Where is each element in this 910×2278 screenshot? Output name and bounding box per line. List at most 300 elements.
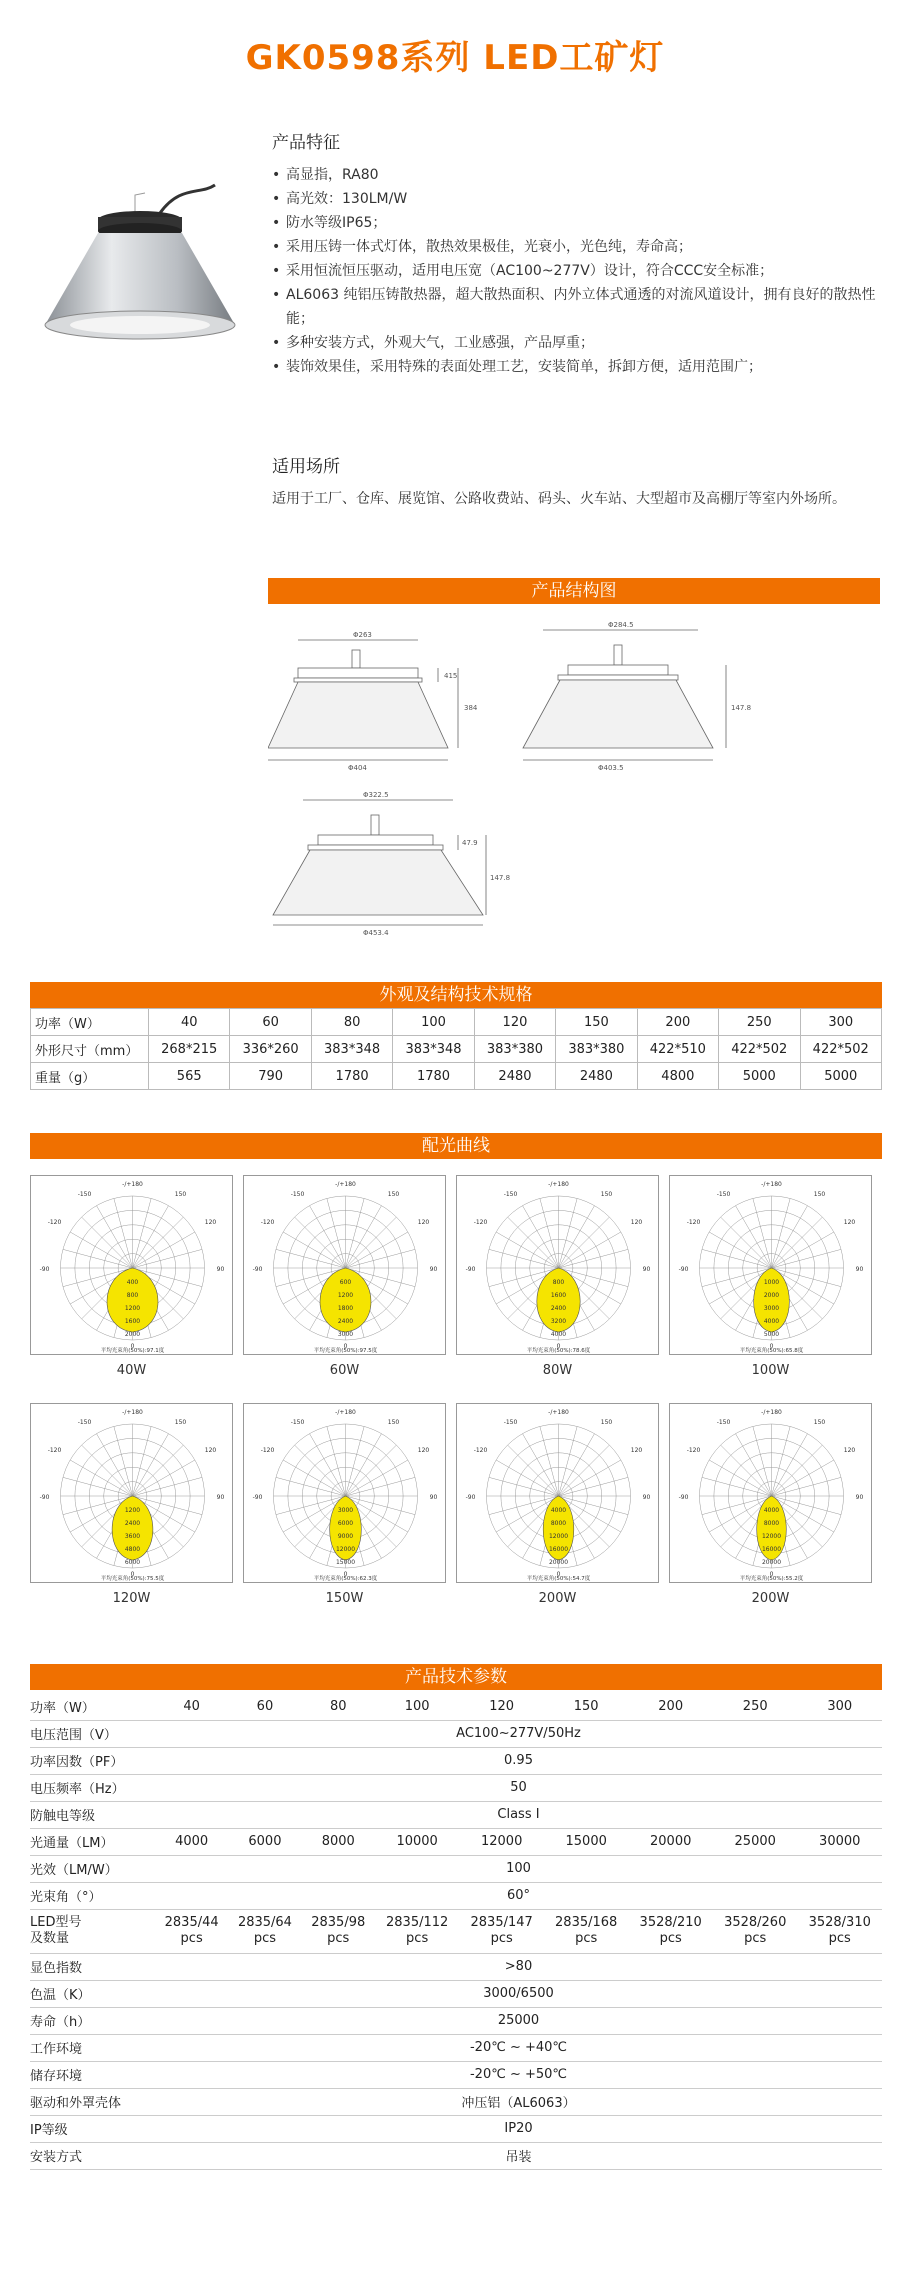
curve-radial-line — [753, 1198, 772, 1268]
curve-radial-line — [559, 1426, 578, 1496]
curve-angle-label: -90 — [39, 1494, 50, 1501]
product-image — [40, 175, 240, 345]
curve-angle-label: 120 — [630, 1219, 643, 1226]
param-label: 安装方式 — [30, 2142, 155, 2169]
curve-angle-label: 90 — [216, 1266, 225, 1273]
curve-label: 150W — [325, 1591, 364, 1606]
curve-ring-label: 5000 — [763, 1330, 780, 1338]
curve-angle-label: -/+180 — [122, 1409, 143, 1416]
spec-cell: 383*380 — [474, 1036, 555, 1063]
structure-drawing-3 — [273, 791, 510, 937]
spec-heading: 外观及结构技术规格 — [30, 982, 882, 1008]
curve-ring-label: 1200 — [124, 1506, 141, 1514]
curve-radial-line — [346, 1198, 365, 1268]
curve-caption: 平均光束角(50%):65.8度 — [739, 1348, 804, 1354]
led-cell — [375, 1909, 460, 1953]
curve-caption: 平均光束角(50%):62.3度 — [313, 1576, 378, 1582]
param-label: 电压范围（V） — [30, 1720, 155, 1747]
curve-angle-label: -90 — [39, 1266, 50, 1273]
curve-angle-label: 150 — [600, 1419, 613, 1426]
curve-radial-line — [327, 1426, 346, 1496]
led-cell — [228, 1909, 301, 1953]
curve-radial-line — [346, 1217, 397, 1268]
curve-angle-label: 90 — [429, 1494, 438, 1501]
curve-radial-line — [276, 1477, 346, 1496]
spec-row — [31, 1063, 882, 1090]
feature-item: • AL6063 纯铝压铸散热器，超大散热面积、内外立体式通透的对流风道设计，拥有良好的散热性能； — [272, 283, 882, 331]
spec-row — [31, 1036, 882, 1063]
spec-cell: 422*502 — [800, 1036, 882, 1063]
curve-ring-label: 3000 — [337, 1506, 354, 1514]
curve-ring-label: 1200 — [124, 1304, 141, 1312]
curve-radial-line — [559, 1445, 610, 1496]
param-cell: 8000 — [302, 1828, 375, 1855]
spec-cell: 5000 — [800, 1063, 882, 1090]
param-cell: 20000 — [628, 1828, 713, 1855]
curve-angle-label: 0 — [769, 1571, 774, 1578]
curve-caption: 平均光束角(50%):55.2度 — [739, 1576, 804, 1582]
curve-radial-line — [346, 1249, 416, 1268]
param-row — [30, 1801, 882, 1828]
curve-radial-line — [489, 1477, 559, 1496]
curve-radial-line — [772, 1206, 808, 1268]
page-title: GK0598系列 LED工矿灯 — [245, 38, 665, 78]
curve-angle-label: 90 — [216, 1494, 225, 1501]
features-section — [272, 128, 882, 379]
curve-radial-line — [523, 1206, 559, 1268]
param-cell: 40 — [155, 1693, 228, 1720]
led-cell — [544, 1909, 629, 1953]
feature-item: • 高显指，RA80 — [272, 163, 882, 187]
curve-angle-label: -150 — [290, 1191, 305, 1198]
params-table — [30, 1693, 882, 2170]
curve-radial-line — [702, 1477, 772, 1496]
param-value: 60° — [155, 1882, 882, 1909]
curve-caption: 平均光束角(50%):78.6度 — [526, 1348, 591, 1354]
curve-radial-line — [82, 1445, 133, 1496]
curve-svg — [457, 1404, 660, 1584]
curve-ring-label: 1600 — [550, 1291, 567, 1299]
feature-item: • 装饰效果佳，采用特殊的表面处理工艺，安装简单，拆卸方便，适用范围广； — [272, 355, 882, 379]
curve-label: 40W — [116, 1363, 147, 1378]
led-label-2: 及数量 — [30, 1931, 70, 1946]
curve-ring-label: 2000 — [124, 1330, 141, 1338]
curve-label: 200W — [751, 1591, 790, 1606]
curve-ring-label: 2000 — [763, 1291, 780, 1299]
light-curve-chart — [669, 1403, 872, 1583]
curve-svg — [31, 1404, 234, 1584]
curve-ring-label: 6000 — [124, 1558, 141, 1566]
feature-item: • 采用恒流恒压驱动，适用电压宽（AC100~277V）设计，符合CCC安全标准； — [272, 259, 882, 283]
led-cell — [797, 1909, 882, 1953]
curve-ring-label: 4800 — [124, 1545, 141, 1553]
svg-text:384: 384 — [464, 704, 478, 712]
curve-angle-label: 120 — [630, 1447, 643, 1454]
led-model: 2835/64 — [237, 1915, 292, 1930]
spec-cell: 383*348 — [393, 1036, 474, 1063]
curve-ring-label: 400 — [126, 1278, 139, 1286]
curve-radial-line — [133, 1445, 184, 1496]
spec-cell: 100 — [393, 1009, 474, 1036]
curve-radial-line — [559, 1206, 595, 1268]
curve-angle-label: -120 — [473, 1447, 488, 1454]
curve-radial-line — [772, 1198, 791, 1268]
param-value: IP20 — [155, 2115, 882, 2142]
curve-radial-line — [508, 1445, 559, 1496]
param-row — [30, 1828, 882, 1855]
light-curve-chart — [30, 1403, 233, 1583]
curve-angle-label: 150 — [813, 1419, 826, 1426]
curve-radial-line — [295, 1217, 346, 1268]
curve-label: 120W — [112, 1591, 151, 1606]
spec-cell: 565 — [149, 1063, 230, 1090]
curve-angle-label: -150 — [77, 1191, 92, 1198]
curve-ring-label: 4000 — [763, 1506, 780, 1514]
curve-label: 200W — [538, 1591, 577, 1606]
led-cell — [459, 1909, 544, 1953]
svg-text:Φ284.5: Φ284.5 — [608, 621, 634, 629]
led-unit: pcs — [744, 1931, 767, 1946]
led-unit: pcs — [490, 1931, 513, 1946]
spec-row-label: 功率（W） — [31, 1009, 149, 1036]
param-label: 寿命（h） — [30, 2007, 155, 2034]
spec-cell: 60 — [230, 1009, 311, 1036]
curve-angle-label: 0 — [556, 1343, 561, 1350]
curve-angle-label: -/+180 — [761, 1181, 782, 1188]
led-unit: pcs — [828, 1931, 851, 1946]
curve-radial-line — [709, 1460, 771, 1496]
curve-radial-line — [114, 1198, 133, 1268]
curve-ring-label: 3000 — [337, 1330, 354, 1338]
curve-angle-label: 120 — [843, 1219, 856, 1226]
features-heading: 产品特征 — [272, 133, 340, 153]
structure-drawing-1 — [268, 631, 478, 772]
light-curve-chart — [243, 1175, 446, 1355]
param-label: 显色指数 — [30, 1953, 155, 1980]
curve-angle-label: -120 — [260, 1219, 275, 1226]
curve-radial-line — [559, 1249, 629, 1268]
param-cell: 200 — [628, 1693, 713, 1720]
param-row — [30, 2034, 882, 2061]
curve-angle-label: -90 — [252, 1494, 263, 1501]
curve-angle-label: -90 — [252, 1266, 263, 1273]
svg-text:147.8: 147.8 — [731, 704, 752, 712]
param-row — [30, 1747, 882, 1774]
curve-radial-line — [523, 1434, 559, 1496]
param-cell: 30000 — [797, 1828, 882, 1855]
led-model: 2835/147 — [470, 1915, 533, 1930]
curve-angle-label: -150 — [503, 1419, 518, 1426]
curve-radial-line — [97, 1206, 133, 1268]
curve-radial-line — [772, 1249, 842, 1268]
spec-cell: 5000 — [719, 1063, 800, 1090]
feature-item: • 高光效：130LM/W — [272, 187, 882, 211]
spec-row — [31, 1009, 882, 1036]
spec-cell: 1780 — [311, 1063, 392, 1090]
curve-ring-label: 2400 — [550, 1304, 567, 1312]
curve-ring-label: 4000 — [550, 1330, 567, 1338]
param-value: 25000 — [155, 2007, 882, 2034]
curve-angle-label: -150 — [716, 1191, 731, 1198]
spec-row-label: 重量（g） — [31, 1063, 149, 1090]
curve-radial-line — [772, 1460, 834, 1496]
curve-radial-line — [346, 1460, 408, 1496]
params-heading: 产品技术参数 — [30, 1664, 882, 1690]
curve-radial-line — [559, 1477, 629, 1496]
param-label: 光束角（°） — [30, 1882, 155, 1909]
curve-angle-label: 150 — [600, 1191, 613, 1198]
param-label: 储存环境 — [30, 2061, 155, 2088]
led-model: 2835/112 — [386, 1915, 449, 1930]
curve-ring-label: 16000 — [548, 1545, 569, 1553]
curve-radial-line — [63, 1477, 133, 1496]
param-cell: 80 — [302, 1693, 375, 1720]
param-row — [30, 1980, 882, 2007]
curve-radial-line — [496, 1232, 558, 1268]
spec-cell: 1780 — [393, 1063, 474, 1090]
curves-grid — [30, 1175, 882, 1635]
curve-radial-line — [133, 1460, 195, 1496]
led-unit: pcs — [253, 1931, 277, 1946]
scenes-heading: 适用场所 — [272, 457, 340, 477]
svg-text:415: 415 — [444, 672, 458, 680]
param-row-led — [30, 1909, 882, 1953]
param-cell: 60 — [228, 1693, 301, 1720]
param-row — [30, 2142, 882, 2169]
curve-angle-label: 120 — [417, 1219, 430, 1226]
structure-drawing-2 — [523, 621, 751, 772]
spec-cell: 383*348 — [311, 1036, 392, 1063]
curve-radial-line — [97, 1434, 133, 1496]
svg-text:47.9: 47.9 — [462, 839, 478, 847]
curve-ring-label: 2400 — [124, 1519, 141, 1527]
curve-ring-label: 800 — [552, 1278, 565, 1286]
param-row — [30, 1855, 882, 1882]
curve-radial-line — [133, 1434, 169, 1496]
curve-radial-line — [310, 1206, 346, 1268]
curve-radial-line — [496, 1460, 558, 1496]
curve-angle-label: 150 — [387, 1191, 400, 1198]
curve-radial-line — [559, 1232, 621, 1268]
curve-radial-line — [133, 1206, 169, 1268]
curve-radial-line — [559, 1460, 621, 1496]
curve-ring-label: 9000 — [337, 1532, 354, 1540]
spec-cell: 150 — [556, 1009, 637, 1036]
curve-radial-line — [772, 1445, 823, 1496]
param-row — [30, 1720, 882, 1747]
curve-ring-label: 12000 — [335, 1545, 356, 1553]
curve-angle-label: -120 — [260, 1447, 275, 1454]
curve-svg — [670, 1404, 873, 1584]
curve-caption: 平均光束角(50%):75.5度 — [100, 1576, 165, 1582]
curve-angle-label: -/+180 — [335, 1409, 356, 1416]
led-model: 2835/44 — [164, 1915, 219, 1930]
curve-angle-label: -/+180 — [122, 1181, 143, 1188]
curve-radial-line — [276, 1249, 346, 1268]
light-curve-chart — [30, 1175, 233, 1355]
param-row — [30, 1882, 882, 1909]
curve-angle-label: 150 — [174, 1191, 187, 1198]
param-value: 0.95 — [155, 1747, 882, 1774]
spec-cell: 2480 — [474, 1063, 555, 1090]
param-cell: 4000 — [155, 1828, 228, 1855]
led-model: 3528/310 — [808, 1915, 871, 1930]
param-row — [30, 1774, 882, 1801]
curve-radial-line — [772, 1232, 834, 1268]
curve-angle-label: -90 — [678, 1266, 689, 1273]
light-curve-chart — [243, 1403, 446, 1583]
curve-angle-label: -/+180 — [548, 1181, 569, 1188]
curve-ring-label: 8000 — [550, 1519, 567, 1527]
param-cell: 10000 — [375, 1828, 460, 1855]
curve-angle-label: 150 — [174, 1419, 187, 1426]
spec-row-label: 外形尺寸（mm） — [31, 1036, 149, 1063]
curve-angle-label: 0 — [343, 1343, 348, 1350]
curve-angle-label: 90 — [642, 1266, 651, 1273]
param-value: 3000/6500 — [155, 1980, 882, 2007]
param-cell: 25000 — [713, 1828, 798, 1855]
curve-angle-label: 120 — [417, 1447, 430, 1454]
param-value: 50 — [155, 1774, 882, 1801]
curve-ring-label: 8000 — [763, 1519, 780, 1527]
spec-cell: 422*502 — [719, 1036, 800, 1063]
curve-radial-line — [133, 1477, 203, 1496]
curve-svg — [670, 1176, 873, 1356]
svg-text:Φ403.5: Φ403.5 — [598, 764, 624, 772]
curve-radial-line — [721, 1445, 772, 1496]
curve-radial-line — [295, 1445, 346, 1496]
curve-svg — [244, 1404, 447, 1584]
curve-label: 80W — [542, 1363, 573, 1378]
structure-drawings — [268, 610, 880, 940]
param-row — [30, 2088, 882, 2115]
param-value: AC100~277V/50Hz — [155, 1720, 882, 1747]
param-row — [30, 2007, 882, 2034]
curve-radial-line — [559, 1198, 578, 1268]
curve-angle-label: 150 — [387, 1419, 400, 1426]
curve-radial-line — [540, 1198, 559, 1268]
curve-radial-line — [133, 1232, 195, 1268]
structure-heading: 产品结构图 — [268, 578, 880, 604]
param-label: 光通量（LM） — [30, 1828, 155, 1855]
curve-radial-line — [133, 1426, 152, 1496]
spec-cell: 2480 — [556, 1063, 637, 1090]
curve-radial-line — [82, 1217, 133, 1268]
curve-ring-label: 6000 — [337, 1519, 354, 1527]
curve-svg — [31, 1176, 234, 1356]
curve-ring-label: 600 — [339, 1278, 352, 1286]
curves-heading: 配光曲线 — [30, 1133, 882, 1159]
param-row — [30, 1953, 882, 1980]
svg-text:Φ322.5: Φ322.5 — [363, 791, 389, 799]
curve-angle-label: 120 — [204, 1447, 217, 1454]
curve-ring-label: 1000 — [763, 1278, 780, 1286]
curve-radial-line — [508, 1217, 559, 1268]
light-curve-chart — [669, 1175, 872, 1355]
curve-angle-label: 0 — [130, 1571, 135, 1578]
curve-ring-label: 800 — [126, 1291, 139, 1299]
spec-cell: 383*380 — [556, 1036, 637, 1063]
curve-angle-label: 0 — [130, 1343, 135, 1350]
curve-radial-line — [709, 1232, 771, 1268]
curve-radial-line — [736, 1434, 772, 1496]
curve-ring-label: 4000 — [763, 1317, 780, 1325]
param-cell: 15000 — [544, 1828, 629, 1855]
curve-angle-label: 90 — [429, 1266, 438, 1273]
curve-ring-label: 3600 — [124, 1532, 141, 1540]
light-curve-chart — [456, 1403, 659, 1583]
scenes-text: 适用于工厂、仓库、展览馆、公路收费站、码头、火车站、大型超市及高棚厅等室内外场所。 — [272, 491, 846, 507]
curve-caption: 平均光束角(50%):97.1度 — [100, 1348, 165, 1354]
spec-cell: 4800 — [637, 1063, 718, 1090]
curve-angle-label: -120 — [686, 1219, 701, 1226]
curve-angle-label: -120 — [47, 1447, 62, 1454]
curve-radial-line — [283, 1232, 345, 1268]
curve-radial-line — [540, 1426, 559, 1496]
led-unit: pcs — [327, 1931, 350, 1946]
param-value: 冲压铝（AL6063） — [155, 2088, 882, 2115]
param-value: 100 — [155, 1855, 882, 1882]
spec-cell: 250 — [719, 1009, 800, 1036]
led-model: 3528/210 — [639, 1915, 702, 1930]
led-cell — [302, 1909, 375, 1953]
curve-radial-line — [70, 1460, 132, 1496]
spec-cell: 80 — [311, 1009, 392, 1036]
param-row — [30, 1693, 882, 1720]
curve-ring-label: 16000 — [761, 1545, 782, 1553]
curve-radial-line — [721, 1217, 772, 1268]
param-cell: 12000 — [459, 1828, 544, 1855]
curve-angle-label: 90 — [642, 1494, 651, 1501]
curve-angle-label: -/+180 — [335, 1181, 356, 1188]
param-value: 吊装 — [155, 2142, 882, 2169]
param-row — [30, 2115, 882, 2142]
curve-svg — [244, 1176, 447, 1356]
curve-radial-line — [63, 1249, 133, 1268]
curve-angle-label: -90 — [465, 1266, 476, 1273]
light-curve-chart — [456, 1175, 659, 1355]
param-label: 功率因数（PF） — [30, 1747, 155, 1774]
curve-angle-label: 0 — [769, 1343, 774, 1350]
param-cell: 150 — [544, 1693, 629, 1720]
param-label: 工作环境 — [30, 2034, 155, 2061]
curve-angle-label: -150 — [503, 1191, 518, 1198]
param-value: -20℃ ~ +40℃ — [155, 2034, 882, 2061]
param-label: 光效（LM/W） — [30, 1855, 155, 1882]
curve-angle-label: -/+180 — [761, 1409, 782, 1416]
curve-radial-line — [133, 1217, 184, 1268]
led-cell — [713, 1909, 798, 1953]
curve-radial-line — [283, 1460, 345, 1496]
curve-ring-label: 12000 — [761, 1532, 782, 1540]
curve-radial-line — [133, 1198, 152, 1268]
curve-angle-label: 0 — [556, 1571, 561, 1578]
curve-caption: 平均光束角(50%):97.5度 — [313, 1348, 378, 1354]
curve-angle-label: -90 — [465, 1494, 476, 1501]
led-model: 3528/260 — [724, 1915, 787, 1930]
param-cell: 300 — [797, 1693, 882, 1720]
curve-angle-label: 120 — [204, 1219, 217, 1226]
curve-radial-line — [772, 1434, 808, 1496]
curve-ring-label: 1600 — [124, 1317, 141, 1325]
curve-angle-label: -150 — [716, 1419, 731, 1426]
curve-ring-label: 1200 — [337, 1291, 354, 1299]
spec-table — [30, 1008, 882, 1090]
led-unit: pcs — [180, 1931, 203, 1946]
svg-text:Φ453.4: Φ453.4 — [363, 929, 389, 937]
led-unit: pcs — [659, 1931, 682, 1946]
led-model: 2835/98 — [311, 1915, 366, 1930]
